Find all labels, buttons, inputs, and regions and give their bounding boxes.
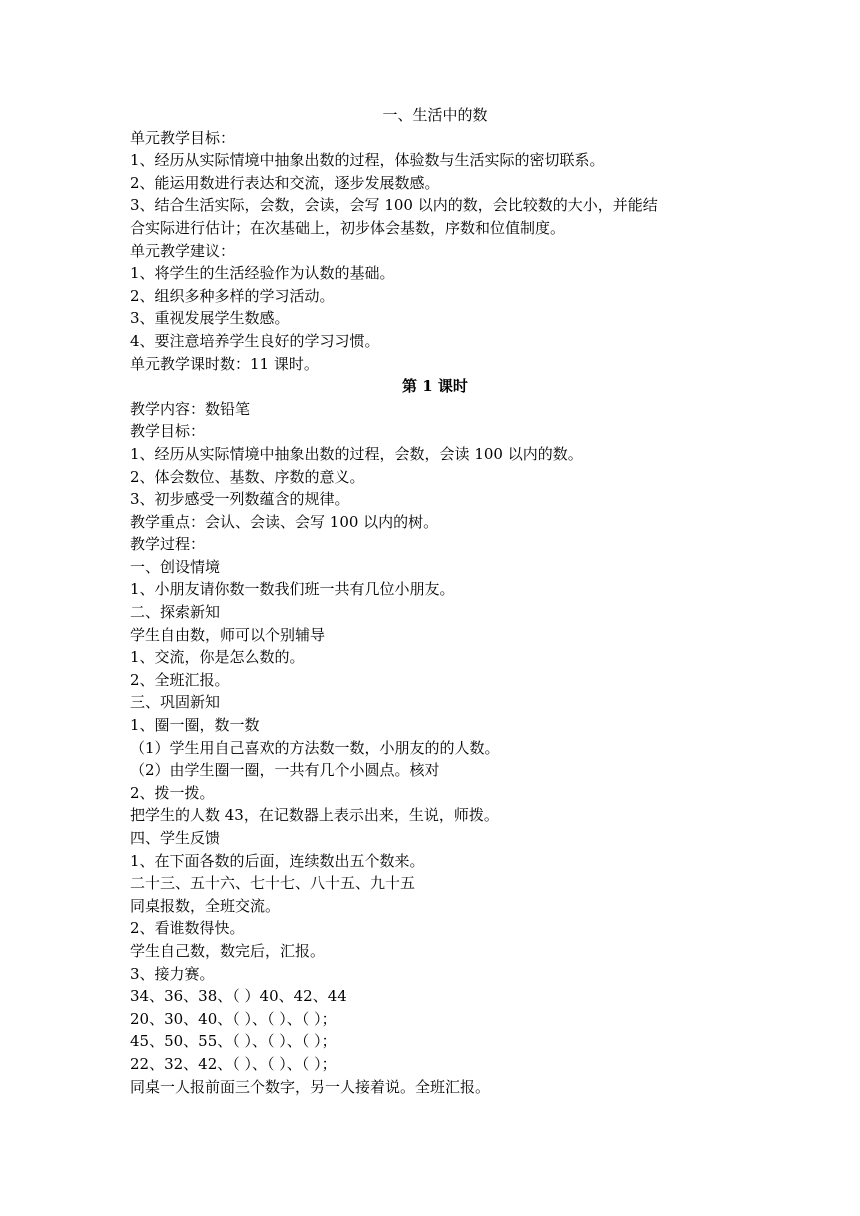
- lesson-line: 教学目标：: [130, 422, 206, 441]
- lesson-line: 1、经历从实际情境中抽象出数的过程，会数，会读 100 以内的数。: [130, 444, 583, 463]
- lesson-line: 一、创设情境: [130, 557, 221, 576]
- lesson-line: 1、交流，你是怎么数的。: [130, 648, 305, 667]
- unit-goal-item-3-line1: 3、结合生活实际，会数，会读，会写 100 以内的数，会比较数的大小，并能结: [130, 196, 658, 215]
- lesson-line: 1、圈一圈，数一数: [130, 716, 260, 735]
- lesson-line: 教学重点：会认、会读、会写 100 以内的树。: [130, 512, 439, 531]
- lesson-line: 2、拨一拨。: [130, 783, 215, 802]
- unit-suggestion-item: 2、组织多种多样的学习活动。: [130, 286, 335, 305]
- chapter-title: 一、生活中的数: [382, 106, 488, 124]
- lesson-line: 34、36、38、（ ）40、42、44: [130, 987, 347, 1006]
- lesson-line: 同桌报数，全班交流。: [130, 896, 281, 915]
- unit-goal-item: 1、经历从实际情境中抽象出数的过程，体验数与生活实际的密切联系。: [130, 151, 605, 170]
- lesson-line: 22、32、42、（ ）、（ ）、（ ）；: [130, 1054, 337, 1073]
- document-page: [130, 104, 740, 1098]
- lesson-line: 同桌一人报前面三个数字，另一人接着说。全班汇报。: [130, 1077, 491, 1096]
- lesson-line: 二十三、五十六、七十七、八十五、九十五: [130, 874, 416, 893]
- lesson-line: 教学内容：数铅笔: [130, 399, 251, 418]
- lesson-line: 教学过程：: [130, 535, 206, 554]
- lesson-line: 四、学生反馈: [130, 829, 221, 847]
- unit-suggestion-item: 4、要注意培养学生良好的学习习惯。: [130, 331, 380, 350]
- lesson-line: 45、50、55、（ ）、（ ）、（ ）；: [130, 1032, 337, 1051]
- unit-goal-item: 2、能运用数进行表达和交流，逐步发展数感。: [130, 173, 440, 192]
- lesson-line: 2、全班汇报。: [130, 670, 230, 689]
- lesson-line: 3、接力赛。: [130, 964, 215, 983]
- lesson-line: （1）学生用自己喜欢的方法数一数，小朋友的的人数。: [130, 738, 500, 757]
- lesson-line: 学生自己数，数完后，汇报。: [130, 941, 326, 960]
- lesson-line: 1、小朋友请你数一数我们班一共有几位小朋友。: [130, 580, 455, 599]
- unit-hours: 单元教学课时数：11 课时。: [130, 354, 319, 373]
- lesson-line: 把学生的人数 43，在记数器上表示出来，生说，师拨。: [130, 806, 499, 825]
- lesson-line: 学生自由数，师可以个别辅导: [130, 625, 326, 644]
- unit-suggestion-item: 3、重视发展学生数感。: [130, 309, 290, 328]
- unit-suggestion-item: 1、将学生的生活经验作为认数的基础。: [130, 264, 395, 283]
- lesson-line: 二、探索新知: [130, 603, 221, 622]
- lesson-line: 1、在下面各数的后面，连续数出五个数来。: [130, 851, 425, 870]
- unit-goal-item-3-line2: 合实际进行估计；在次基础上，初步体会基数，序数和位值制度。: [130, 218, 566, 237]
- lesson-line: 2、体会数位、基数、序数的意义。: [130, 467, 365, 486]
- lesson-line: 20、30、40、（ ）、（ ）、（ ）；: [130, 1009, 337, 1028]
- lesson-line: 3、初步感受一列数蕴含的规律。: [130, 490, 350, 509]
- lesson-line: 三、巩固新知: [130, 693, 221, 712]
- lesson-heading: 第 1 课时: [402, 377, 468, 396]
- lesson-line: （2）由学生圈一圈，一共有几个小圆点。核对: [130, 761, 440, 780]
- unit-suggestions-heading: 单元教学建议：: [130, 241, 236, 260]
- lesson-line: 2、看谁数得快。: [130, 919, 245, 938]
- unit-goals-heading: 单元教学目标：: [130, 128, 236, 147]
